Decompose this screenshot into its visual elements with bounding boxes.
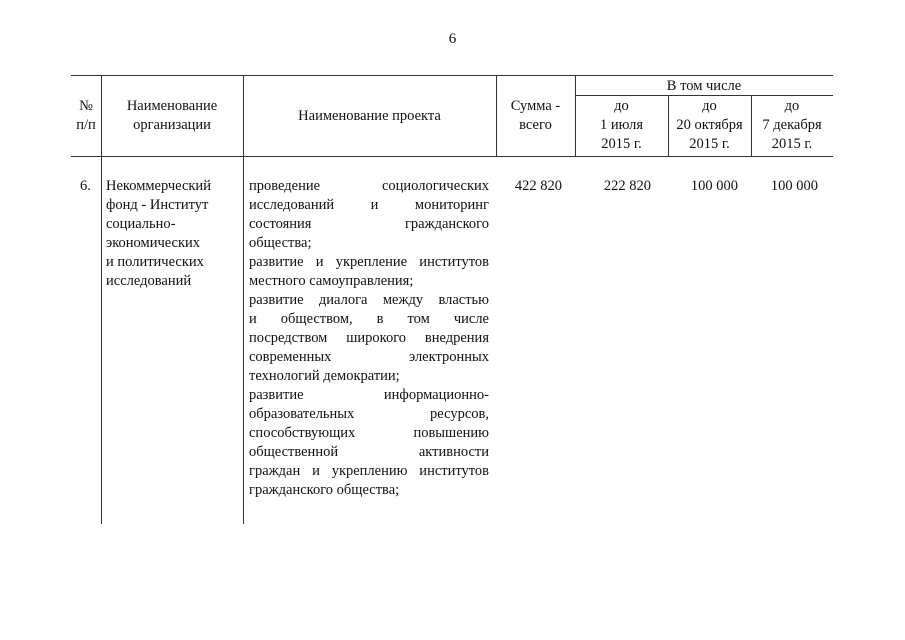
row-amount-2: 100 000 <box>690 178 738 194</box>
header-sum-line1: Сумма - <box>510 98 561 114</box>
header-date-3-line1: до <box>784 98 800 114</box>
header-including: В том числе <box>666 78 742 94</box>
header-date-2-line3: 2015 г. <box>689 136 730 152</box>
row-organization <box>106 177 240 291</box>
project-line-10: современных электронных <box>249 349 489 365</box>
body-divider-1 <box>101 157 102 524</box>
project-line-2: исследований и мониторинг <box>249 197 489 213</box>
header-bottom-rule <box>71 156 833 157</box>
project-line-12: развитие информационно- <box>249 387 489 403</box>
header-date-1 <box>575 97 668 154</box>
project-line-15: общественной активности <box>249 444 489 460</box>
header-sum-line2: всего <box>519 117 552 133</box>
header-organization-line1: Наименование <box>126 98 218 114</box>
header-date-3-line2: 7 декабря <box>762 117 822 133</box>
header-num-line1: № <box>79 98 93 114</box>
row-amount-1: 222 820 <box>603 178 651 194</box>
organization-line-5: и политических <box>106 254 204 270</box>
header-project: Наименование проекта <box>298 108 441 124</box>
project-line-17: гражданского общества; <box>249 482 400 498</box>
header-top-rule <box>71 75 833 76</box>
project-line-7: развитие диалога между властью <box>249 292 489 308</box>
header-date-2-line2: 20 октября <box>676 117 743 133</box>
header-num <box>71 97 101 135</box>
project-line-8: и обществом, в том числе <box>249 311 489 327</box>
row-project <box>249 177 489 500</box>
project-line-14: способствующих повышению <box>249 425 489 441</box>
organization-line-1: Некоммерческий <box>106 178 211 194</box>
organization-line-3: социально- <box>106 216 176 232</box>
page-number: 6 <box>448 31 457 47</box>
header-date-1-line1: до <box>614 98 629 114</box>
header-date-1-line2: 1 июля <box>599 117 643 133</box>
header-date-3-line3: 2015 г. <box>771 136 813 152</box>
header-sum <box>496 97 575 135</box>
header-date-3 <box>751 97 833 154</box>
project-line-6: местного самоуправления; <box>249 273 414 289</box>
header-date-2-line1: до <box>702 98 717 114</box>
project-line-9: посредством широкого внедрения <box>249 330 489 346</box>
body-divider-2 <box>243 157 244 524</box>
organization-line-4: экономических <box>106 235 201 251</box>
header-organization <box>101 97 243 135</box>
row-amount-3: 100 000 <box>770 178 818 194</box>
project-line-4: общества; <box>249 235 312 251</box>
project-line-13: образовательных ресурсов, <box>249 406 489 422</box>
header-date-2 <box>668 97 751 154</box>
organization-line-2: фонд - Институт <box>106 197 209 213</box>
header-date-1-line3: 2015 г. <box>601 136 642 152</box>
header-num-line2: п/п <box>76 117 96 133</box>
project-line-11: технологий демократии; <box>249 368 400 384</box>
row-total: 422 820 <box>514 178 562 194</box>
header-organization-line2: организации <box>133 117 211 133</box>
table-header <box>71 75 833 157</box>
project-line-3: состояния гражданского <box>249 216 489 232</box>
project-line-1: проведение социологических <box>249 178 489 194</box>
row-number: 6. <box>80 178 91 194</box>
project-line-5: развитие и укрепление институтов <box>249 254 489 270</box>
project-line-16: граждан и укреплению институтов <box>249 463 489 479</box>
organization-line-6: исследований <box>106 273 192 289</box>
